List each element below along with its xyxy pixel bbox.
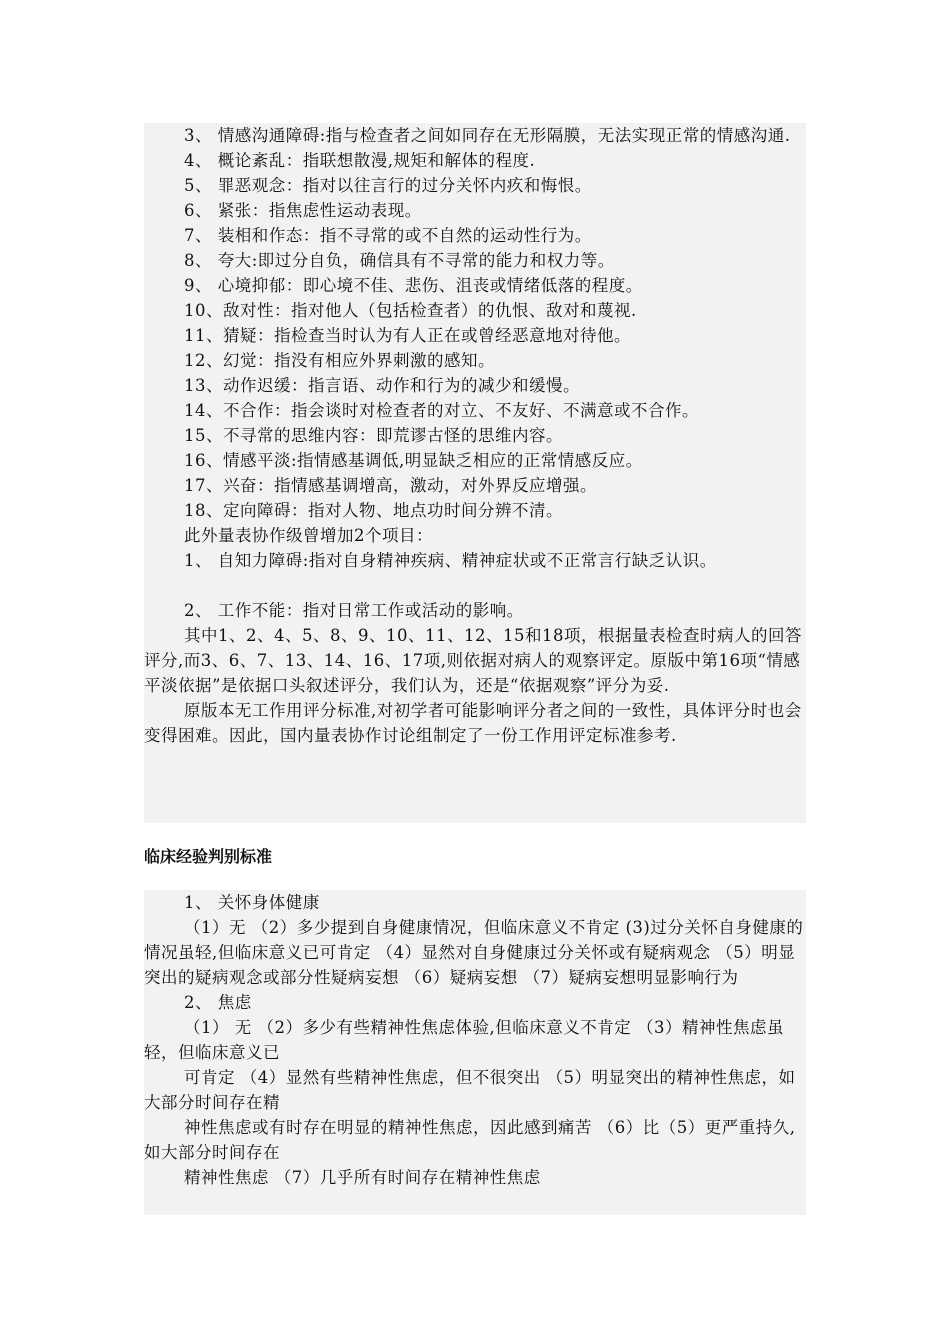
criterion-1-title: 1、 关怀身体健康 [184,893,320,912]
criterion-2-levels-part-1: （1） 无 （2）多少有些精神性焦虑体验,但临床意义不肯定 （3）精神性焦虑虽轻，但临床意义已 [144,1018,784,1062]
extra-item-2-paragraph: 2、 工作不能：指对日常工作或活动的影响。 [184,601,524,620]
additional-items-intro: 此外量表协作级曾增加2个项目： [184,526,433,545]
item-15-paragraph: 15、不寻常的思维内容：即荒谬古怪的思维内容。 [184,426,563,445]
criterion-2-levels-part-3: 神性焦虑或有时存在明显的精神性焦虑，因此感到痛苦 （6）比（5）更严重持久,如大部分时间存在 [144,1118,796,1162]
item-8-paragraph: 8、 夸大:即过分自负，确信具有不寻常的能力和权力等。 [184,251,615,270]
text-block-criteria [144,890,806,1215]
item-17-paragraph: 17、兴奋：指情感基调增高，激动，对外界反应增强。 [184,476,597,495]
scoring-basis-paragraph: 其中1、2、4、5、8、9、10、11、12、15和18项，根据量表检查时病人的回答评分,而3、6、7、13、14、16、17项,则依据对病人的观察评定。原版中第16项“情感平淡依据”是依据口头叙述评分，我们认为，还是“依据观察”评分为妥. [144,626,802,695]
criterion-2-levels-part-2: 可肯定 （4）显然有些精神性焦虑，但不很突出 （5）明显突出的精神性焦虑，如大部分时间存在精 [144,1068,796,1112]
item-14-paragraph: 14、不合作：指会谈时对检查者的对立、不友好、不满意或不合作。 [184,401,699,420]
text-block-scale-items [144,123,806,823]
item-4-paragraph: 4、 概论紊乱：指联想散漫,规矩和解体的程度. [184,151,536,170]
criterion-1-levels: （1）无 （2）多少提到自身健康情况，但临床意义不肯定 (3)过分关怀自身健康的情况虽轻,但临床意义已可肯定 （4）显然对自身健康过分关怀或有疑病观念 （5）明显突出的疑病观念或部分性疑病妄想 （6）疑病妄想 （7）疑病妄想明显影响行为 [144,918,804,987]
standard-note-paragraph: 原版本无工作用评分标准,对初学者可能影响评分者之间的一致性，具体评分时也会变得困难。因此，国内量表协作讨论组制定了一份工作用评定标准参考. [144,701,802,745]
item-13-paragraph: 13、动作迟缓：指言语、动作和行为的减少和缓慢。 [184,376,580,395]
section-heading: 临床经验判别标准 [144,847,273,866]
paragraph-gap [144,573,806,598]
item-18-paragraph: 18、定向障碍：指对人物、地点功时间分辨不清。 [184,501,563,520]
item-9-paragraph: 9、 心境抑郁：即心境不佳、悲伤、沮丧或情绪低落的程度。 [184,276,643,295]
extra-item-1-paragraph: 1、 自知力障碍:指对自身精神疾病、精神症状或不正常言行缺乏认识。 [184,551,717,570]
item-16-paragraph: 16、情感平淡:指情感基调低,明显缺乏相应的正常情感反应。 [184,451,643,470]
item-11-paragraph: 11、猜疑：指检查当时认为有人正在或曾经恶意地对待他。 [184,326,631,345]
item-6-paragraph: 6、 紧张：指焦虑性运动表现。 [184,201,422,220]
item-7-paragraph: 7、 装相和作态：指不寻常的或不自然的运动性行为。 [184,226,592,245]
criterion-2-title: 2、 焦虑 [184,993,252,1012]
item-3-paragraph: 3、 情感沟通障碍:指与检查者之间如同存在无形隔膜，无法实现正常的情感沟通. [184,126,791,145]
criterion-2-levels-part-4: 精神性焦虑 （7）几乎所有时间存在精神性焦虑 [184,1168,541,1187]
item-10-paragraph: 10、敌对性：指对他人（包括检查者）的仇恨、敌对和蔑视. [184,301,637,320]
item-12-paragraph: 12、幻觉：指没有相应外界刺激的感知。 [184,351,495,370]
item-5-paragraph: 5、 罪恶观念：指对以往言行的过分关怀内疚和悔恨。 [184,176,592,195]
